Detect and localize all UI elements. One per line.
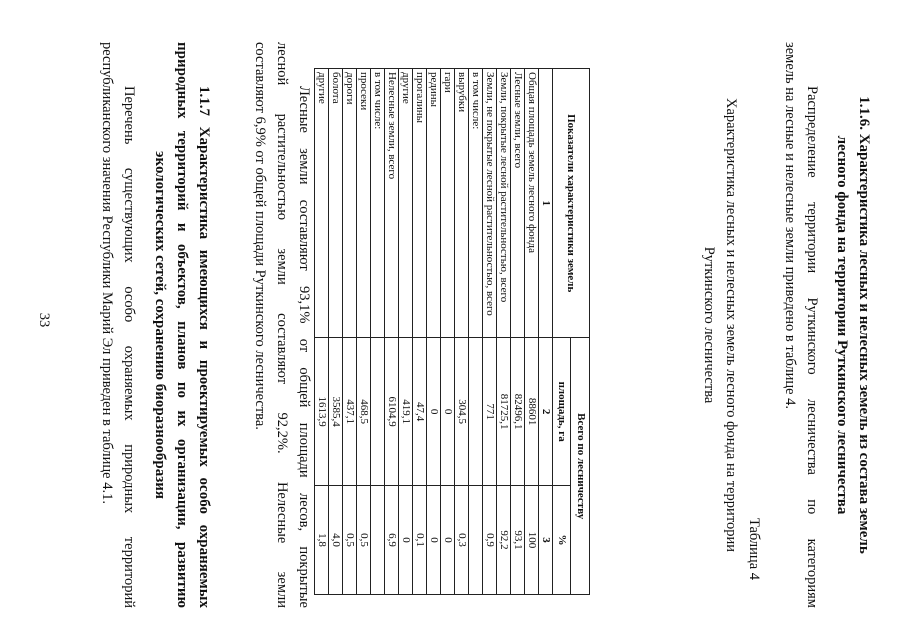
column-number: 2 [539,338,553,485]
header-total-group: Всего по лесничеству [571,338,590,595]
paragraph-line: Перечень существующих особо охраняемых природных территорий [121,86,137,608]
caption-line: Руткинского лесничества [701,246,717,404]
table-row [329,69,343,595]
row-label: прогалины [413,69,427,338]
table-row [385,69,399,595]
row-area: 47,4 [413,338,427,485]
row-area: 771 [483,338,497,485]
header-indicators: Показатели характеристики земель [553,69,590,338]
section-heading-1-1-7 [149,42,215,608]
row-label: дороги [343,69,357,338]
forest-lands-paragraph [249,42,315,608]
row-label: другие [315,69,329,338]
row-percent: 0,9 [483,485,497,594]
row-label: другие [399,69,413,338]
table-row [399,69,413,595]
table-row [343,69,357,595]
row-percent: 93,1 [511,485,525,594]
row-label: в том числе: [371,69,385,338]
header-percent: % [553,485,572,594]
header-area: площадь, га [553,338,572,485]
page-number: 33 [36,312,52,328]
paragraph-line: составляют 6,9% от общей площади Руткинского лесничества. [252,42,268,430]
table-row [483,69,497,595]
row-percent: 0,5 [357,485,371,594]
row-percent [371,485,385,594]
table-caption [698,40,742,610]
heading-line: природных территорий и объектов, планов по их организации, развитию [174,42,190,608]
column-number: 1 [539,69,553,338]
row-label: вырубки [455,69,469,338]
row-area: 0 [427,338,441,485]
row-percent: 0,1 [413,485,427,594]
table-row [441,69,455,595]
row-area: 419,1 [399,338,413,485]
row-label: Нелесные земли, всего [385,69,399,338]
land-characteristics-table [314,68,590,595]
table-row [413,69,427,595]
table-row [315,69,329,595]
table-row [511,69,525,595]
row-percent: 0 [441,485,455,594]
row-label: Общая площадь земель лесного фонда [525,69,539,338]
heading-line: лесного фонда на территории Руткинского лесничества [834,135,850,515]
row-percent [469,485,483,594]
row-area: 437,1 [343,338,357,485]
caption-line: Характеристика лесных и нелесных земель лесного фонда на территории [723,98,739,552]
table-row [371,69,385,595]
row-label: просеки [357,69,371,338]
row-area: 304,5 [455,338,469,485]
row-label: Лесные земли, всего [511,69,525,338]
table-header-row [571,69,590,595]
row-percent: 1,8 [315,485,329,594]
row-area: 88601 [525,338,539,485]
table-row [469,69,483,595]
row-area: 82496,1 [511,338,525,485]
row-percent: 0,5 [343,485,357,594]
row-area [371,338,385,485]
table-label: Таблица 4 [746,517,762,580]
row-label: Земли, не покрытые лесной растительностью, всего [483,69,497,338]
table-row [427,69,441,595]
row-percent: 92,2 [497,485,511,594]
heading-line: 1.1.6. Характеристика лесных и нелесных земель из состава земель [856,96,872,554]
row-percent: 0 [427,485,441,594]
paragraph-line: лесной растительностью земли составляют 92,2%. Нелесные земли [274,42,290,608]
row-percent: 0,3 [455,485,469,594]
row-area: 0 [441,338,455,485]
row-area: 1613,9 [315,338,329,485]
table-row [497,69,511,595]
paragraph-line: земель на лесные и нелесные земли приведено в таблице 4. [782,42,798,410]
table-row [455,69,469,595]
table-number-row [539,69,553,595]
row-area: 3585,4 [329,338,343,485]
row-area: 6104,9 [385,338,399,485]
heading-line: 1.1.7 Характеристика имеющихся и проектируемых особо охраняемых [196,86,212,608]
table-row [357,69,371,595]
row-percent: 0 [399,485,413,594]
paragraph-line: Лесные земли составляют 93,1% от общей площади лесов, покрытые [296,86,312,608]
oopt-paragraph [96,42,140,608]
row-label: Земли, покрытые лесной растительностью, всего [497,69,511,338]
heading-line: экологических сетей, сохранению биоразнообразия [152,151,168,499]
table-row [525,69,539,595]
row-percent: 6,9 [385,485,399,594]
paragraph-line: республиканского значения Республики Марий Эл приведен в таблице 4.1. [99,42,115,504]
row-area [469,338,483,485]
intro-paragraph [779,42,823,608]
section-heading-1-1-6 [831,40,875,610]
column-number: 3 [539,485,553,594]
row-label: болота [329,69,343,338]
row-percent: 4,0 [329,485,343,594]
row-percent: 100 [525,485,539,594]
row-label: в том числе: [469,69,483,338]
row-label: гари [441,69,455,338]
paragraph-line: Распределение территории Руткинского лесничества по категориям [804,86,820,608]
row-label: редины [427,69,441,338]
row-area: 468,5 [357,338,371,485]
row-area: 81725,1 [497,338,511,485]
